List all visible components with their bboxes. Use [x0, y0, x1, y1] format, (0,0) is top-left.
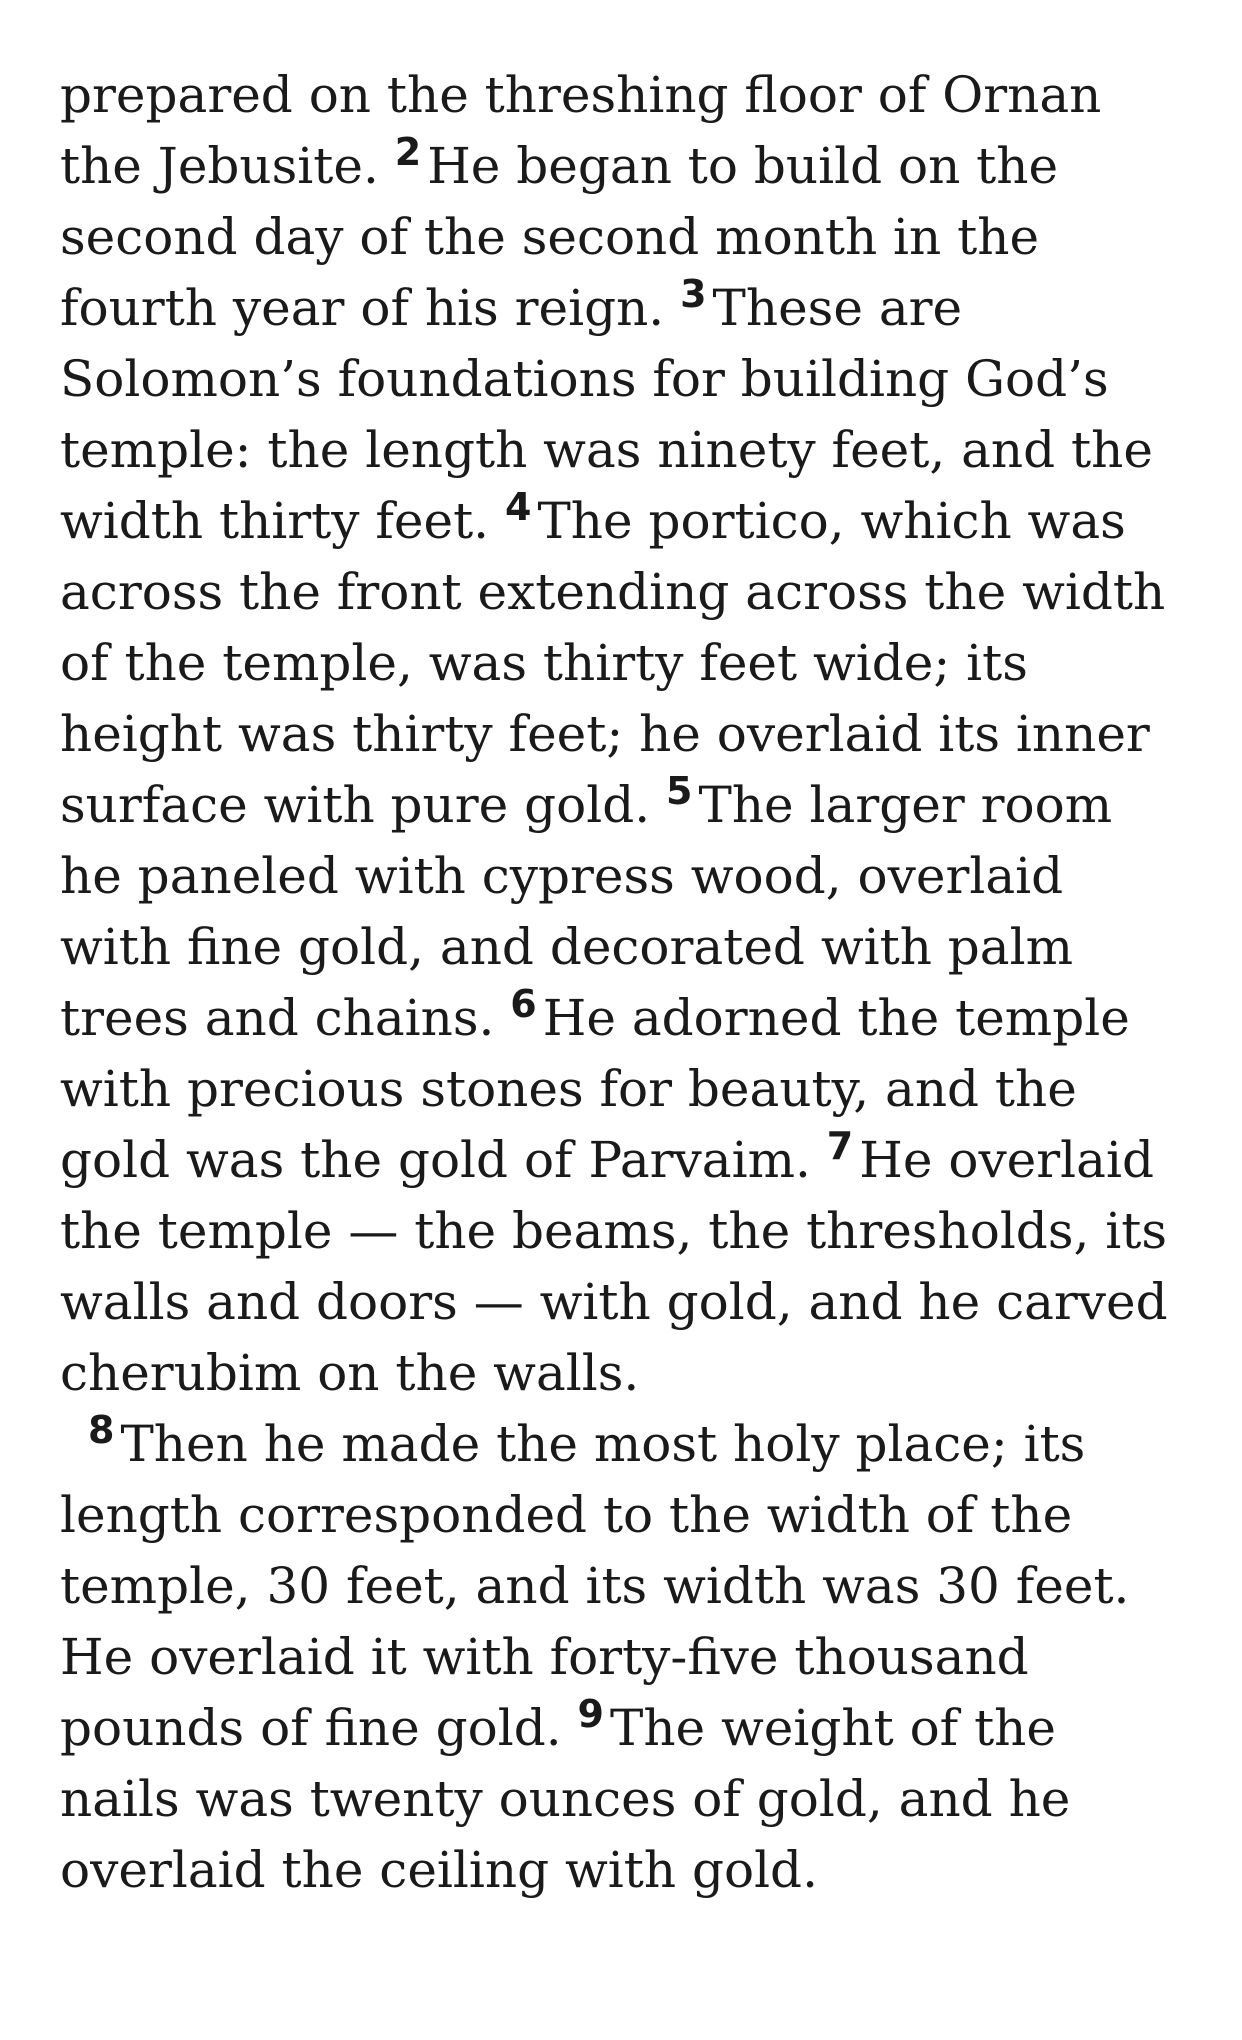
passage-text: He overlaid the temple — the beams, the thresholds, its walls and doors — with gold, and he carved cherubim on the walls.: [60, 1131, 1168, 1402]
verse-number-5[interactable]: 5: [666, 769, 693, 814]
passage-text: He adorned the temple with precious stones for beauty, and the gold was the gold of Parvaim.: [60, 989, 1130, 1189]
passage-text: The weight of the nails was twenty ounces of gold, and he overlaid the ceiling with gold.: [60, 1699, 1071, 1899]
passage-text: He began to build on the second day of the second month in the fourth year of his reign.: [60, 137, 1059, 337]
verse-number-2[interactable]: 2: [394, 130, 422, 175]
verse-number-8[interactable]: 8: [88, 1408, 115, 1453]
reading-pane: [60, 60, 1180, 1906]
passage-text: prepared on the threshing floor of Ornan the Jebusite.: [60, 66, 1102, 195]
paragraph-1: [60, 60, 1180, 1409]
passage-text: The larger room he paneled with cypress wood, overlaid with fine gold, and decorated with palm trees and chains.: [60, 776, 1113, 1047]
paragraph-2: [60, 1409, 1180, 1906]
verse-number-7[interactable]: 7: [826, 1124, 854, 1169]
passage-text: The portico, which was across the front extending across the width of the temple, was thirty feet wide; its height was thirty feet; he overlaid its inner surface with pure gold.: [60, 492, 1166, 834]
verse-number-9[interactable]: 9: [577, 1692, 604, 1737]
verse-number-6[interactable]: 6: [510, 982, 537, 1027]
passage-text: These are Solomon’s foundations for building God’s temple: the length was ninety feet, and the width thirty feet.: [60, 279, 1153, 550]
passage-text: Then he made the most holy place; its length corresponded to the width of the temple, 30 feet, and its width was 30 feet. He overlaid it with forty-five thousand pounds of fine gold.: [60, 1415, 1130, 1757]
verse-number-3[interactable]: 3: [680, 272, 707, 317]
verse-number-4[interactable]: 4: [504, 485, 532, 530]
